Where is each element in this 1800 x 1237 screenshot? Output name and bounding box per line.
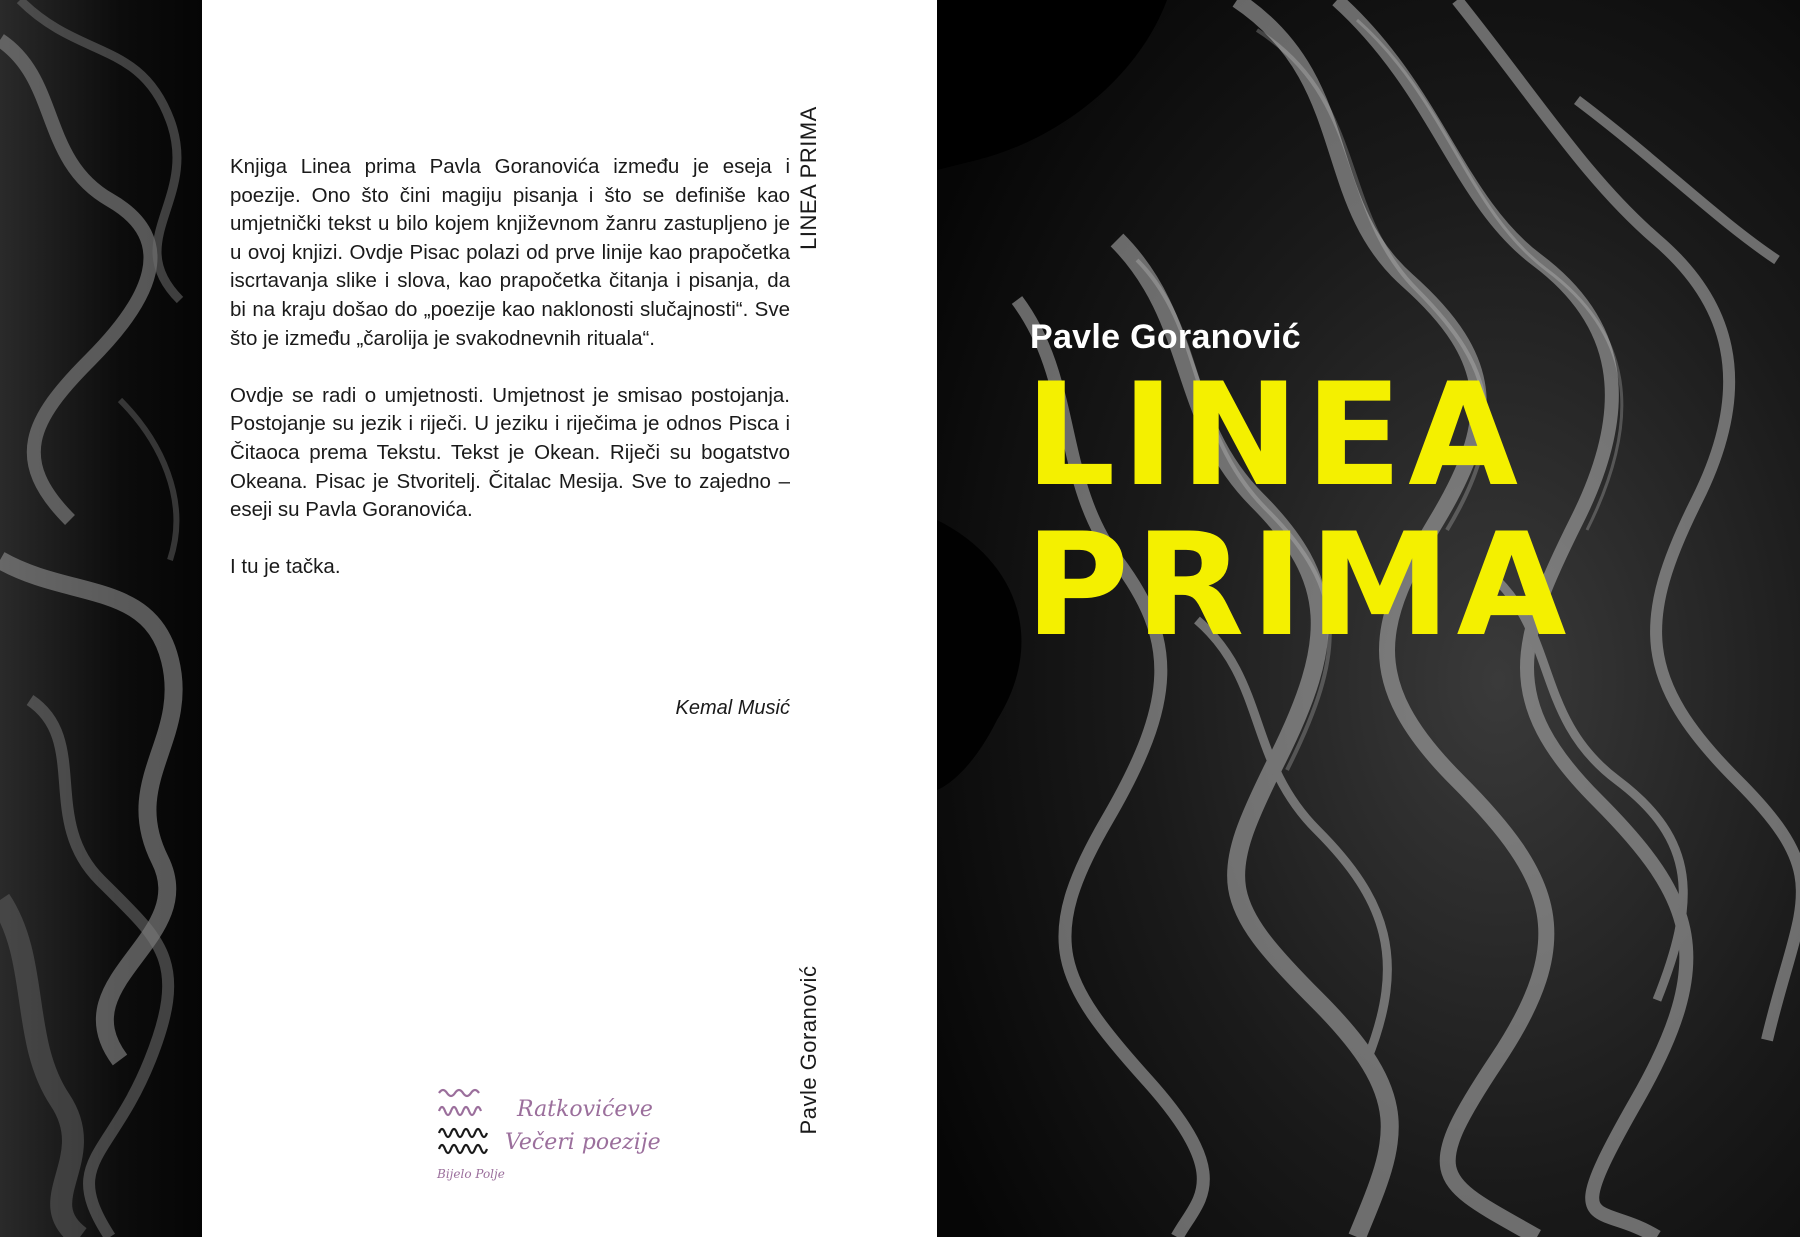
spine-author: Pavle Goranović: [796, 965, 821, 1135]
blurb-signature: Kemal Musić: [675, 697, 790, 719]
publisher-logo-city: Bijelo Polje: [437, 1167, 505, 1181]
publisher-logo-line1: Ratkovićeve: [517, 1097, 653, 1122]
back-cover-blurb: [230, 153, 790, 582]
blurb-paragraph-1: Knjiga Linea prima Pavla Goranovića između je eseja i poezije. Ono što čini magiju pisanja i što se definiše kao umjetnički tekst u bilo kojem književnom žanru zastupljeno je u ovoj knjizi. Ovdje Pisac polazi od prve linije kao prapočetka iscrtavanja slike i slova, kao prapočetka čitanja i pisanja, da bi na kraju došao do „poezije kao naklonosti slučajnosti“. Sve što je između „čarolija je svakodnevnih rituala“.: [230, 155, 790, 350]
blurb-paragraph-3: I tu je tačka.: [230, 555, 341, 579]
back-cover: [202, 0, 937, 1237]
cover-title-line2: PRIMA: [1025, 503, 1573, 668]
publisher-logo-line2: Večeri poezije: [505, 1130, 661, 1155]
cover-author: Pavle Goranović: [1030, 318, 1301, 356]
cover-title-line1: LINEA: [1025, 353, 1525, 518]
spine-title: LINEA PRIMA: [796, 106, 821, 250]
blurb-paragraph-2: Ovdje se radi o umjetnosti. Umjetnost je smisao postojanja. Postojanje su jezik i riječi. U jeziku i riječima je odnos Pisca i Čitaoca prema Tekstu. Tekst je Okean. Riječi su bogatstvo Okeana. Pisac je Stvoritelj. Čitalac Mesija. Sve to zajedno – eseji su Pavla Goranovića.: [230, 383, 790, 522]
back-cover-photo-strip: [0, 0, 202, 1237]
